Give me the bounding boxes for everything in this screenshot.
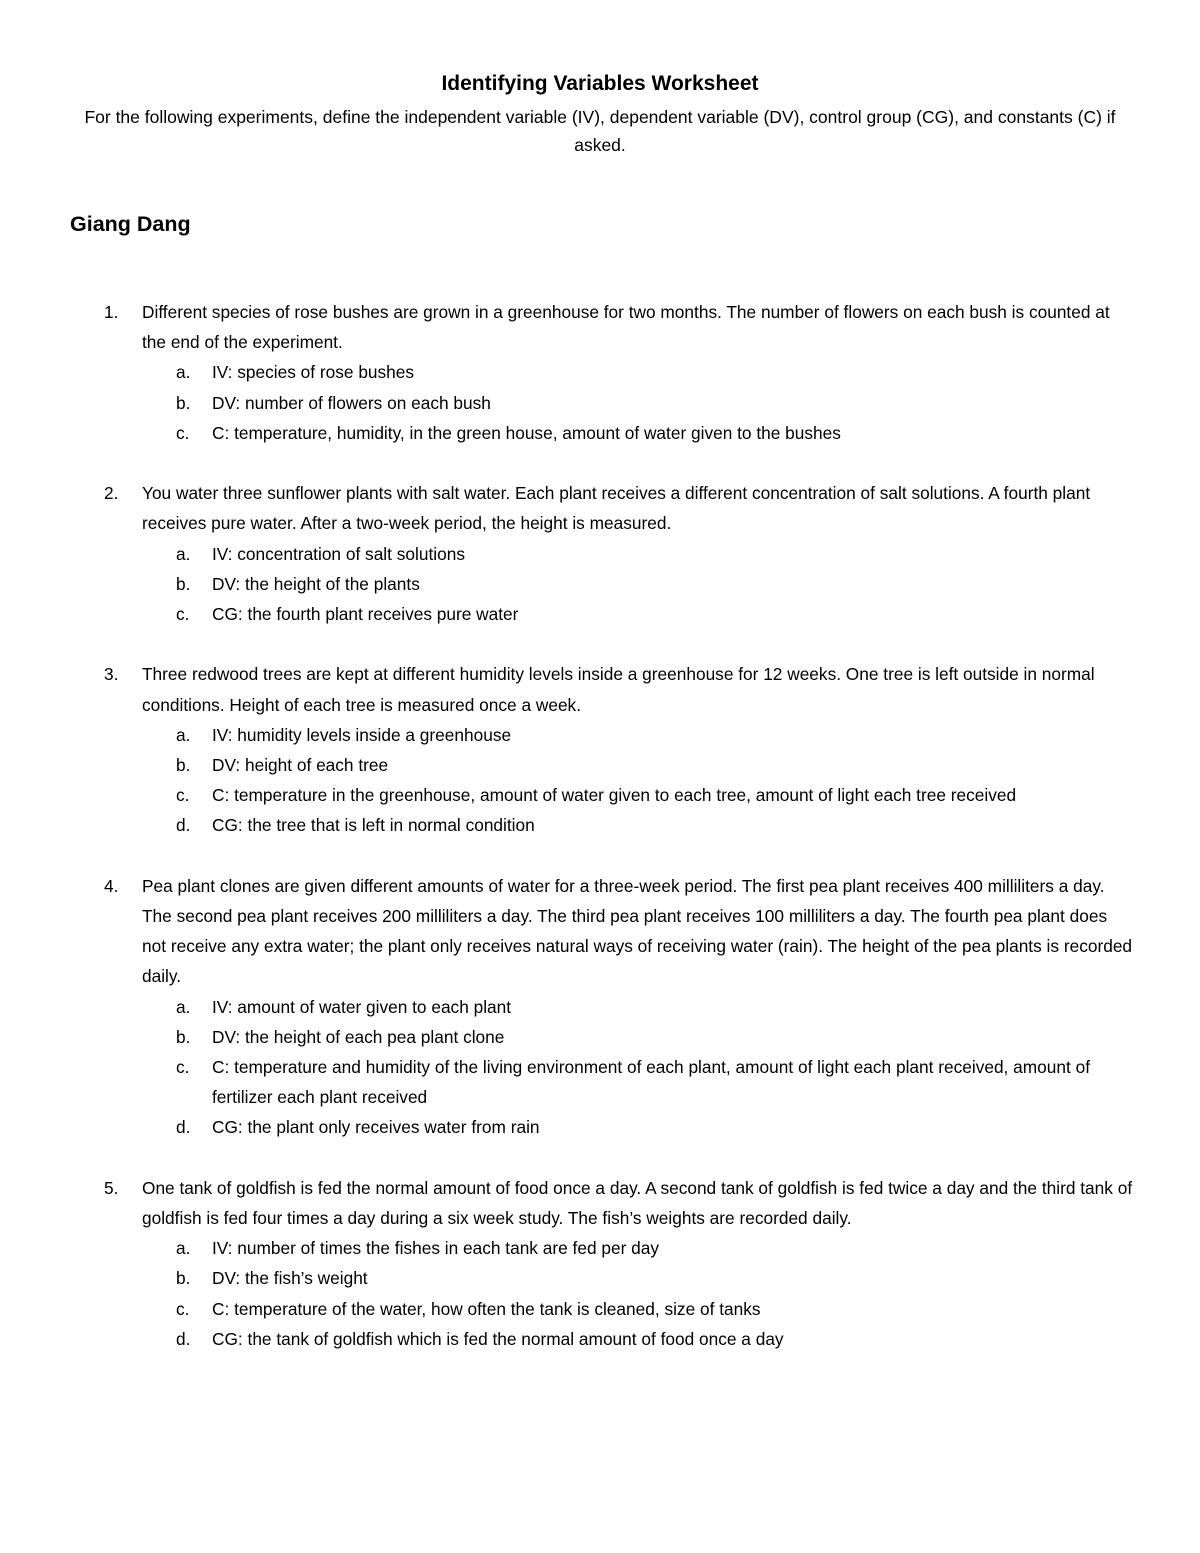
- answer-text: CG: the plant only receives water from rain: [212, 1117, 540, 1138]
- answer-letter: a.: [176, 724, 191, 745]
- answer-item: [142, 1052, 1134, 1112]
- question-text: Pea plant clones are given different amounts of water for a three-week period. The first pea plant receives 400 milliliters a day. The second pea plant receives 200 milliliters a day. The third pea plant receives 100 milliliters a day. The fourth pea plant does not receive any extra water; the plant only receives natural ways of receiving water (rain). The height of the pea plants is recorded daily.: [142, 875, 1133, 987]
- question-number: 5.: [104, 1177, 119, 1198]
- question-number: 3.: [104, 664, 119, 685]
- answer-item: [142, 720, 1134, 750]
- answer-item: [142, 780, 1134, 810]
- answer-letter: c.: [176, 422, 190, 443]
- answer-letter: b.: [176, 1026, 191, 1047]
- answer-text: CG: the tree that is left in normal condition: [212, 815, 535, 836]
- answer-text: C: temperature of the water, how often the tank is cleaned, size of tanks: [212, 1298, 761, 1319]
- answer-item: [142, 1112, 1134, 1142]
- answer-letter: c.: [176, 1298, 190, 1319]
- answer-item: [142, 569, 1134, 599]
- answer-letter: d.: [176, 1117, 191, 1138]
- answer-letter: a.: [176, 543, 191, 564]
- answer-letter: a.: [176, 362, 191, 383]
- answer-letter: a.: [176, 1238, 191, 1259]
- answer-item: [142, 388, 1134, 418]
- answer-item: [142, 357, 1134, 387]
- answer-item: [142, 810, 1134, 840]
- answer-text: DV: number of flowers on each bush: [212, 392, 491, 413]
- answer-text: IV: species of rose bushes: [212, 362, 415, 383]
- answer-item: [142, 1022, 1134, 1052]
- answer-list: [142, 1233, 1134, 1354]
- answer-item: [142, 1294, 1134, 1324]
- answer-item: [142, 418, 1134, 448]
- answer-item: [142, 599, 1134, 629]
- answer-item: [142, 1233, 1134, 1263]
- question-list: [0, 297, 1200, 1384]
- answer-letter: b.: [176, 755, 191, 776]
- answer-text: IV: number of times the fishes in each tank are fed per day: [212, 1238, 659, 1259]
- question-text: Three redwood trees are kept at different humidity levels inside a greenhouse for 12 weeks. One tree is left outside in normal conditions. Height of each tree is measured once a week.: [142, 664, 1095, 715]
- answer-list: [142, 357, 1134, 448]
- question-text: One tank of goldfish is fed the normal amount of food once a day. A second tank of goldfish is fed twice a day and the third tank of goldfish is fed four times a day during a six week study. The fish’s weights are recorded daily.: [142, 1177, 1133, 1229]
- answer-text: DV: height of each tree: [212, 755, 389, 776]
- answer-letter: d.: [176, 815, 191, 836]
- worksheet-title: Identifying Variables Worksheet: [441, 72, 759, 95]
- answer-text: CG: the fourth plant receives pure water: [212, 604, 519, 625]
- answer-text: IV: concentration of salt solutions: [212, 543, 465, 564]
- answer-text: DV: the height of the plants: [212, 573, 420, 594]
- question-text: Different species of rose bushes are grown in a greenhouse for two months. The number of flowers on each bush is counted at the end of the experiment.: [142, 302, 1110, 353]
- answer-letter: c.: [176, 785, 190, 806]
- question-item: [0, 478, 1200, 629]
- answer-text: CG: the tank of goldfish which is fed the normal amount of food once a day: [212, 1328, 784, 1349]
- student-name: Giang Dang: [70, 212, 191, 236]
- question-item: [0, 1173, 1200, 1354]
- answer-list: [142, 720, 1134, 841]
- question-number: 4.: [104, 875, 119, 896]
- answer-text: C: temperature in the greenhouse, amount of water given to each tree, amount of light each tree received: [212, 785, 1017, 806]
- answer-text: C: temperature and humidity of the living environment of each plant, amount of light each plant received, amount of fertilizer each plant received: [212, 1057, 1091, 1108]
- question-item: [0, 297, 1200, 448]
- answer-letter: c.: [176, 604, 190, 625]
- answer-text: DV: the height of each pea plant clone: [212, 1026, 505, 1047]
- answer-item: [142, 750, 1134, 780]
- answer-text: C: temperature, humidity, in the green house, amount of water given to the bushes: [212, 422, 841, 443]
- answer-list: [142, 539, 1134, 630]
- answer-letter: b.: [176, 573, 191, 594]
- answer-letter: b.: [176, 1268, 191, 1289]
- question-number: 1.: [104, 302, 119, 322]
- answer-item: [142, 1324, 1134, 1354]
- answer-list: [142, 992, 1134, 1143]
- answer-item: [142, 1263, 1134, 1293]
- question-item: [0, 659, 1200, 840]
- answer-text: IV: amount of water given to each plant: [212, 996, 512, 1017]
- answer-letter: a.: [176, 996, 191, 1017]
- answer-text: IV: humidity levels inside a greenhouse: [212, 724, 512, 745]
- answer-letter: b.: [176, 392, 191, 413]
- worksheet-instructions: For the following experiments, define the independent variable (IV), dependent variable (DV), control group (CG), and constants (C) if asked.: [84, 107, 1116, 155]
- answer-letter: d.: [176, 1328, 191, 1349]
- answer-letter: c.: [176, 1057, 190, 1078]
- question-item: [0, 871, 1200, 1143]
- answer-item: [142, 992, 1134, 1022]
- question-number: 2.: [104, 483, 119, 504]
- answer-text: DV: the fish’s weight: [212, 1268, 368, 1289]
- question-text: You water three sunflower plants with salt water. Each plant receives a different concentration of salt solutions. A fourth plant receives pure water. After a two-week period, the height is measured.: [142, 483, 1091, 534]
- answer-item: [142, 539, 1134, 569]
